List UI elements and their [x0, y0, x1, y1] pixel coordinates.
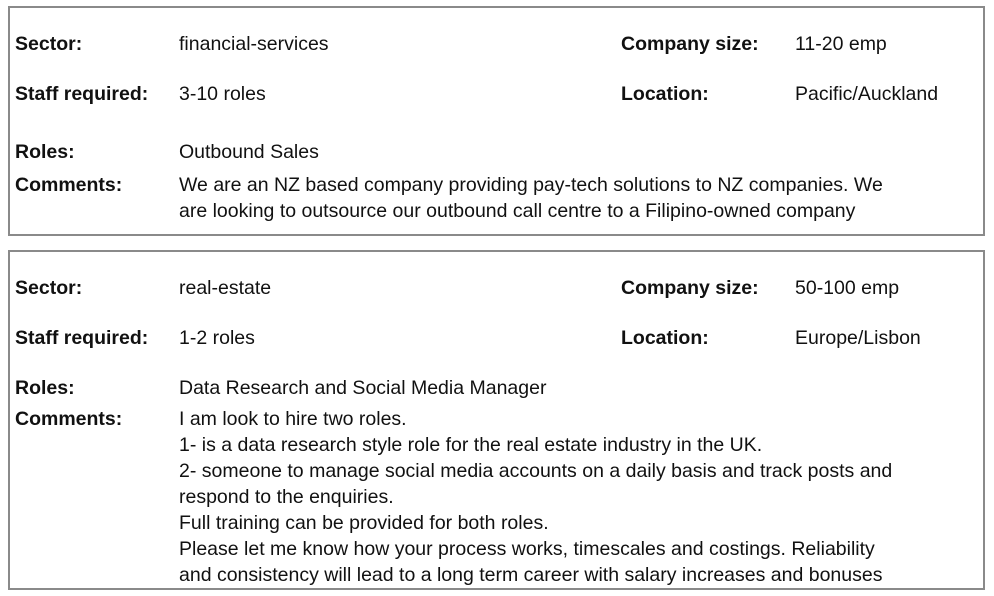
location-label: Location:: [621, 327, 709, 349]
roles-value: Data Research and Social Media Manager: [179, 377, 547, 399]
location-value: Pacific/Auckland: [795, 83, 939, 105]
sector-label: Sector:: [15, 33, 83, 55]
comments-label: Comments:: [15, 174, 123, 196]
roles-label: Roles:: [15, 377, 75, 399]
staff-required-label: Staff required:: [15, 83, 149, 105]
company-size-value: 11-20 emp: [795, 33, 887, 55]
staff-required-label: Staff required:: [15, 327, 149, 349]
roles-value: Outbound Sales: [179, 141, 319, 163]
comment-line: 2- someone to manage social media accounts on a daily basis and track posts and: [179, 460, 893, 482]
location-value: Europe/Lisbon: [795, 327, 921, 349]
company-size-value: 50-100 emp: [795, 277, 900, 299]
comment-line: are looking to outsource our outbound call centre to a Filipino-owned company: [179, 200, 856, 222]
company-size-label: Company size:: [621, 33, 759, 55]
job-listing-card: [8, 250, 985, 590]
comment-line: respond to the enquiries.: [179, 486, 394, 508]
location-label: Location:: [621, 83, 709, 105]
comment-line: I am look to hire two roles.: [179, 408, 407, 430]
comment-line: Full training can be provided for both roles.: [179, 512, 549, 534]
sector-label: Sector:: [15, 277, 83, 299]
comments-text: [179, 172, 979, 224]
comment-line: and consistency will lead to a long term career with salary increases and bonuses: [179, 564, 883, 586]
company-size-label: Company size:: [621, 277, 759, 299]
job-listing-card: [8, 6, 985, 236]
sector-value: financial-services: [179, 33, 329, 55]
comments-label: Comments:: [15, 408, 123, 430]
comment-line: 1- is a data research style role for the real estate industry in the UK.: [179, 434, 763, 456]
sector-value: real-estate: [179, 277, 272, 299]
comment-line: Please let me know how your process works, timescales and costings. Reliability: [179, 538, 875, 560]
staff-required-value: 3-10 roles: [179, 83, 266, 105]
staff-required-value: 1-2 roles: [179, 327, 255, 349]
comment-line: We are an NZ based company providing pay-tech solutions to NZ companies. We: [179, 174, 883, 196]
roles-label: Roles:: [15, 141, 75, 163]
comments-text: [179, 406, 979, 588]
